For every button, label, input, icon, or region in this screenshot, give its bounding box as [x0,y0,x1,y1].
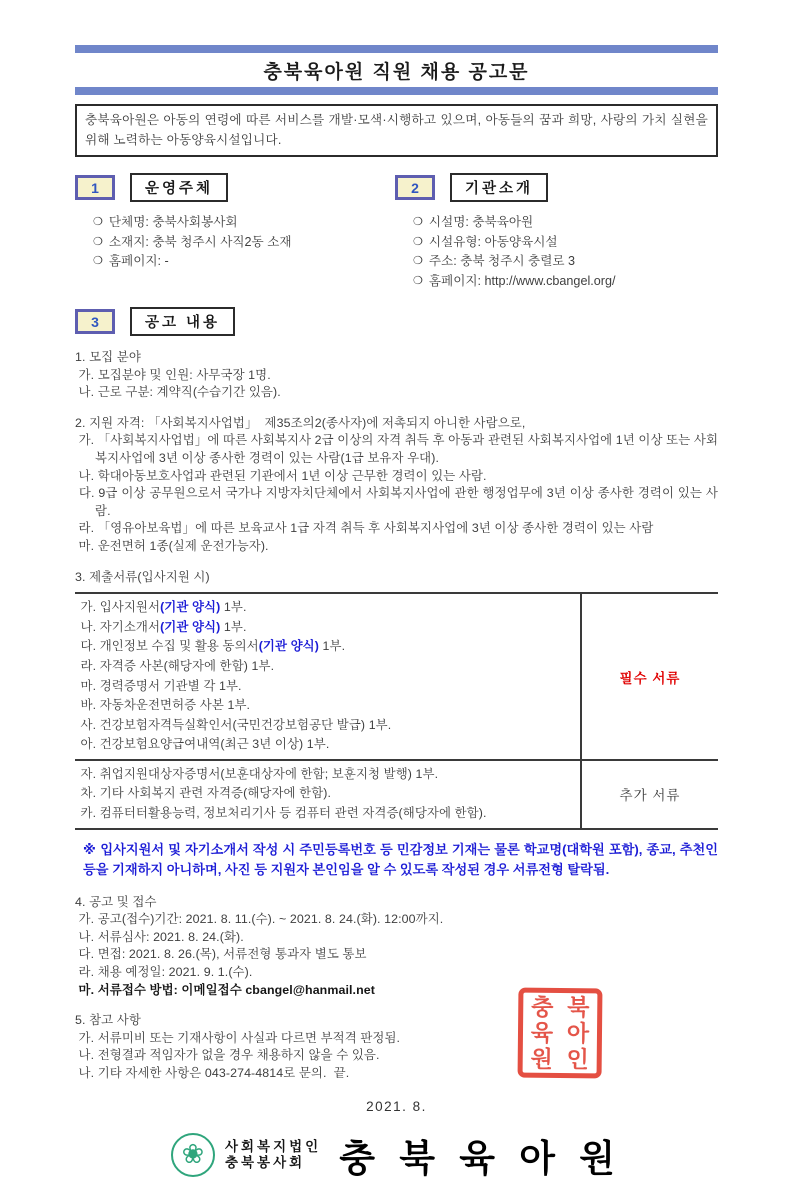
privacy-notice: ※ 입사지원서 및 자기소개서 작성 시 주민등록번호 등 민감정보 기재는 물론 학교명(대학원 포함), 종교, 추천인 등을 기재하지 아니하며, 사진 등 지원자 본인임을 알 수 있도록 작성된 경우 서류전형 탈락됨. [83,841,722,878]
circle-bullet-icon: ❍ [93,216,103,228]
section-number-badge: 2 [395,175,435,200]
org-name: 충북봉사회 [224,1154,306,1170]
section-announcement-header [75,307,718,336]
section-operator-header [75,173,395,202]
text-line: 다. 면접: 2021. 8. 26.(목), 서류전형 통과자 별도 통보 [75,947,367,962]
text-line: 5. 참고 사항 [75,1013,141,1028]
text-line: 1. 모집 분야 [75,350,141,364]
required-docs-cell [75,594,580,759]
bullet-item [93,252,395,272]
bullet-item-text: 홈페이지: http://www.cbangel.org/ [428,273,616,288]
circle-bullet-icon: ❍ [93,235,103,248]
text-line: 아. 건강보험요양급여내역(최근 3년 이상) 1부. [77,737,330,752]
text-line: 가. 「사회복지사업법」에 따른 사회복지사 2급 이상의 자격 취득 후 아동과 관련된 사회복지사업에 1년 이상 또는 사회복지사업에 3년 이상 종사한 경력이 있는 사람(1급 보유자 우대). [75,433,719,465]
text-line: 다. 9급 이상 공무원으로서 국가나 지방자치단체에서 사회복지사업에 관한 행정업무에 3년 이상 종사한 경력이 있는 사람. [75,486,718,518]
text-line: 차. 기타 사회복지 관련 자격증(해당자에 한함). [77,786,332,801]
operator-list [75,213,395,272]
announcement-body [75,349,722,1083]
seal-character: 육 [530,1019,554,1046]
section-title: 공고 내용 [130,307,235,336]
bullet-item [93,213,395,233]
org-name-block [225,1139,321,1171]
required-docs-label: 필수 서류 [580,594,718,759]
circle-bullet-icon: ❍ [413,235,423,248]
institution-list [395,213,718,291]
table-row-additional [75,761,718,830]
section-operator [75,173,395,291]
circle-bullet-icon: ❍ [413,216,423,228]
additional-docs-cell [75,761,580,828]
text-line: 나. 서류심사: 2021. 8. 24.(화). [75,929,244,944]
qualification-block [75,415,718,556]
circle-bullet-icon: ❍ [93,255,103,267]
seal-character: 인 [566,1045,589,1072]
section-institution [395,173,718,291]
bullet-item [413,213,718,233]
text-line: 라. 「영유아보육법」에 따른 보육교사 1급 자격 취득 후 사회복지사업에 3년 이상 종사한 경력이 있는 사람 [75,521,654,536]
text-line: 가. 입사지원서(기관 양식) 1부. [77,600,247,615]
seal-character: 아 [566,1019,590,1046]
text-line: 라. 채용 예정일: 2021. 9. 1.(수). [75,965,253,980]
official-seal-stamp [518,988,603,1079]
documents-title: 3. 제출서류(입사지원 시) [75,569,210,584]
documents-block [75,569,718,830]
additional-docs-label: 추가 서류 [580,761,718,828]
text-line: 카. 컴퓨터터활용능력, 정보처리기사 등 컴퓨터 관련 자격증(해당자에 한함). [77,806,487,821]
org-emblem-flower-icon: ❀ [171,1133,215,1177]
bullet-item-text: 단체명: 충북사회봉사회 [108,215,238,229]
text-line: 2. 지원 자격: 「사회복지사업법」 제35조의2(종사자)에 저촉되지 아니한 사람으로, [75,415,526,430]
intro-box: 충북육아원은 아동의 연령에 따른 서비스를 개발·모색·시행하고 있으며, 아동들의 꿈과 희망, 사랑의 가치 실현을 위해 노력하는 아동양육시설입니다. [75,104,718,157]
bullet-item [413,272,718,292]
section-number-badge: 3 [75,309,115,334]
text-line: 마. 경력증명서 기관별 각 1부. [77,678,242,693]
bullet-item [413,233,718,253]
seal-character: 충 [531,993,554,1020]
text-line: 4. 공고 및 접수 [75,894,157,909]
text-line: 라. 자격증 사본(해당자에 한함) 1부. [77,658,275,673]
issue-date: 2021. 8. [366,1098,427,1114]
documents-table [75,592,718,830]
org-type: 사회복지법인 [224,1138,322,1154]
text-line: 자. 취업지원대상자증명서(보훈대상자에 한함; 보훈지청 발행) 1부. [77,766,439,781]
bullet-item-text: 시설명: 충북육아원 [428,215,534,229]
document-content [75,45,722,1182]
seal-character: 원 [530,1045,553,1072]
text-line: 나. 전형결과 적임자가 없을 경우 채용하지 않을 수 있음. [75,1048,380,1063]
footer-signature [75,1128,718,1182]
text-line: 가. 서류미비 또는 기재사항이 사실과 다르면 부적격 판정됨. [75,1030,401,1045]
notes-block [75,1012,718,1082]
page-title: 충북육아원 직원 채용 공고문 [263,62,530,83]
bullet-item-text: 홈페이지: - [108,254,169,268]
bullet-item-text: 주소: 충북 청주시 충렬로 3 [428,254,576,268]
bullet-item [93,233,395,253]
top-rule-bar [75,45,718,53]
section-institution-header [395,173,718,202]
text-line: 사. 건강보험자격득실확인서(국민건강보험공단 발급) 1부. [77,717,392,732]
recruitment-block [75,349,718,402]
second-rule-bar [75,87,718,95]
text-line: 다. 개인정보 수집 및 활용 동의서(기관 양식) 1부. [77,639,346,654]
section-columns [75,173,718,291]
text-line: 나. 학대아동보호사업과 관련된 기관에서 1년 이상 근무한 경력이 있는 사람. [75,468,487,483]
text-line: 나. 자기소개서(기관 양식) 1부. [77,619,247,634]
bullet-item-text: 시설유형: 아동양육시설 [428,234,558,249]
text-line: 가. 공고(접수)기간: 2021. 8. 11.(수). ~ 2021. 8. 24.(화). 12:00까지. [75,912,444,927]
text-line: 마. 서류접수 방법: 이메일접수 cbangel@hanmail.net [75,982,375,997]
circle-bullet-icon: ❍ [413,255,423,267]
section-title: 운영주체 [130,173,228,202]
table-row-required [75,594,718,761]
text-line: 나. 기타 자세한 사항은 043-274-4814로 문의. 끝. [75,1066,350,1080]
bullet-item [413,252,718,272]
text-line: 마. 운전면허 1종(실제 운전가능자). [75,538,269,553]
facility-name: 충 북 육 아 원 [339,1137,623,1179]
text-line: 바. 자동차운전면허증 사본 1부. [77,698,251,713]
schedule-block [75,894,718,1000]
seal-character: 북 [567,993,590,1020]
text-line: 가. 모집분야 및 인원: 사무국장 1명. [75,367,271,382]
text-line: 나. 근로 구분: 계약직(수습기간 있음). [75,385,281,400]
circle-bullet-icon: ❍ [413,274,423,287]
bullet-item-text: 소재지: 충북 청주시 사직2동 소재 [108,234,292,249]
section-title: 기관소개 [450,173,548,202]
section-number-badge: 1 [75,175,115,200]
